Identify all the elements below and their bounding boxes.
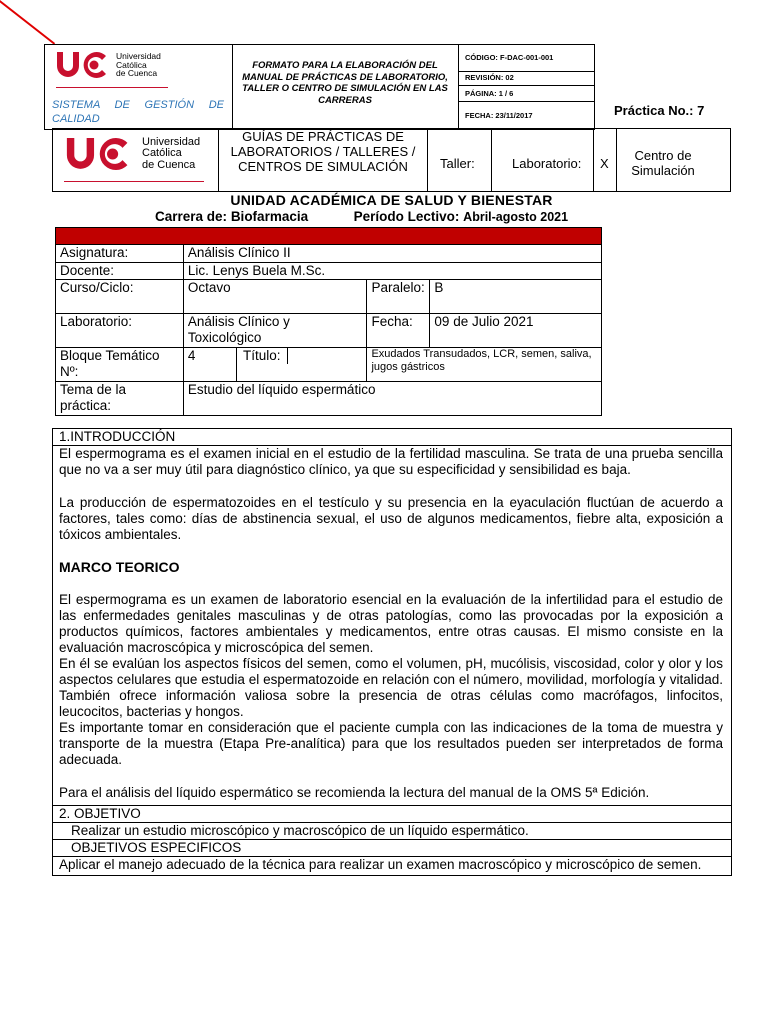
periodo-value: Abril-agosto 2021 [463,210,569,224]
code-divider-3 [458,101,595,102]
carrera-label: Carrera de: [155,209,228,224]
course-info-table [55,227,602,416]
pagina-text: PÁGINA: 1 / 6 [465,89,514,98]
codigo-text: CÓDIGO: F-DAC-001-001 [465,53,554,62]
logo-name-line3: de Cuenca [116,68,158,79]
logo-name-line2: Católica [116,59,147,70]
revision-text: REVISIÓN: 02 [465,73,514,82]
periodo-label: Período Lectivo: [353,209,460,224]
docente-value: Lic. Lenys Buela M.Sc. [183,263,601,280]
marco-paragraph-1: El espermograma es un examen de laboratorio esencial en la evaluación de la infertilidad para el estudio de las enfermedades genitales masculinas y de otras patologías, como las provocadas por la exposición a productos químicos, factores ambientales y medicamentos, entre otras causas. El mismo consiste en la evaluación macroscópica y microscópica del semen. [59,592,723,655]
marco-heading: MARCO TEORICO [59,559,180,575]
fecha-text: FECHA: 23/11/2017 [465,111,533,120]
intro-heading: 1.INTRODUCCIÓN [53,429,732,446]
guide-header-divider-4 [593,128,594,192]
intro-body [53,446,732,806]
table-row [56,314,602,348]
laboratorio-option-label: Laboratorio: [512,156,582,171]
asignatura-value: Análisis Clínico II [183,245,601,263]
objetivo-heading: 2. OBJETIVO [53,806,732,823]
especificos-heading: OBJETIVOS ESPECIFICOS [53,840,732,857]
curso-label: Curso/Ciclo: [56,280,184,314]
format-title: FORMATO PARA LA ELABORACIÓN DEL MANUAL DE PRÁCTICAS DE LABORATORIO, TALLER O CENTRO DE SIMULACIÓN EN LAS CARRERAS [242,60,448,106]
objetivo-text: Realizar un estudio microscópico y macroscópico de un líquido espermático. [53,823,732,840]
marco-paragraph-3: Es importante tomar en consideración que el paciente cumpla con las indicaciones de la toma de muestra y transporte de la muestra (Etapa Pre-analítica) para que los resultados pueden ser interpretados de forma adecuada. [59,720,723,767]
guides-title: GUÍAS DE PRÁCTICAS DE LABORATORIOS / TALLERES / CENTROS DE SIMULACIÓN [230,129,416,174]
table-header-bar [56,228,602,245]
logo-name-line1: Universidad [116,50,161,61]
unit-title: UNIDAD ACADÉMICA DE SALUD Y BIENESTAR [230,192,553,208]
uc-logo-mark-large-icon [62,133,136,175]
guide-header-divider-5 [616,128,617,192]
table-row [53,446,732,806]
code-divider-1 [458,71,595,72]
table-row [56,382,602,416]
quality-system-label: SISTEMA DE GESTIÓN DE CALIDAD [52,99,224,125]
logo-main-line2: Católica [142,147,182,160]
guide-header-divider-1 [218,128,219,192]
marco-paragraph-4: Para el análisis del líquido espermático se recomienda la lectura del manual de la OMS 5ª Edición. [59,785,650,800]
especificos-text: Aplicar el manejo adecuado de la técnica para realizar un examen macroscópico y microscópico de semen. [53,857,732,876]
titulo-label: Título: [237,348,288,364]
logo-main-underline [64,181,204,182]
asignatura-label: Asignatura: [56,245,184,263]
logo-main-line1: Universidad [142,135,201,148]
bloque-label: Bloque Temático Nº: [56,348,184,382]
uc-logo-mark-icon [54,48,112,82]
tema-value: Estudio del líquido espermático [183,382,601,416]
marco-paragraph-2: En él se evalúan los aspectos físicos del semen, como el volumen, pH, mucólisis, viscosidad, color y olor y los aspectos celulares que estudia el espermatozoide en relación con el número, movilidad, morfología y vitalidad. También ofrece información valiosa sobre la presencia de otras células como macrófagos, linfocitos, leucocitos, bacterias y hongos. [59,656,723,719]
bloque-value: 4 [183,348,236,382]
fecha-label: Fecha: [367,314,430,348]
curso-value: Octavo [183,280,367,314]
laboratorio-value: Análisis Clínico y Toxicológico [183,314,367,348]
table-row [53,823,732,840]
table-row [56,280,602,314]
table-row [56,245,602,263]
table-row [53,857,732,876]
practica-number: Práctica No.: 7 [614,103,705,118]
logo-underline [56,87,168,88]
intro-paragraph-1: El espermograma es el examen inicial en el estudio de la fertilidad masculina. Se trata de una prueba sencilla que no va a ser muy útil para diagnóstico clínico, ya que su especificidad y sensibilidad es baja. [59,446,723,477]
docente-label: Docente: [56,263,184,280]
table-row [53,840,732,857]
paralelo-value: B [430,280,602,314]
paralelo-label: Paralelo: [367,280,430,314]
carrera-value: Biofarmacia [230,209,309,224]
intro-paragraph-2: La producción de espermatozoides en el testículo y su presencia en la eyaculación fluctúan de acuerdo a factores, tales como: días de abstinencia sexual, el uso de algunos medicamentos, fiebre alta, exposición a tóxicos ambientales. [59,495,723,542]
guide-header-divider-3 [491,128,492,192]
corner-decoration-line [0,0,55,45]
table-row [56,348,602,382]
code-divider-2 [458,85,595,86]
laboratorio-check-mark: X [600,156,609,171]
taller-label: Taller: [440,156,475,171]
logo-main-line3: de Cuenca [142,158,196,171]
titulo-value: Exudados Transudados, LCR, semen, saliva, jugos gástricos [367,348,602,382]
laboratorio-label: Laboratorio: [56,314,184,348]
guide-header-divider-2 [427,128,428,192]
fecha-value: 09 de Julio 2021 [430,314,602,348]
career-line [155,209,568,224]
university-logo-top [54,48,161,82]
content-table [52,428,732,876]
tema-label: Tema de la práctica: [56,382,184,416]
university-logo-main [62,133,200,175]
table-row [53,806,732,823]
centro-simulacion-label: Centro de Simulación [631,148,695,178]
table-row [56,263,602,280]
table-row [53,429,732,446]
